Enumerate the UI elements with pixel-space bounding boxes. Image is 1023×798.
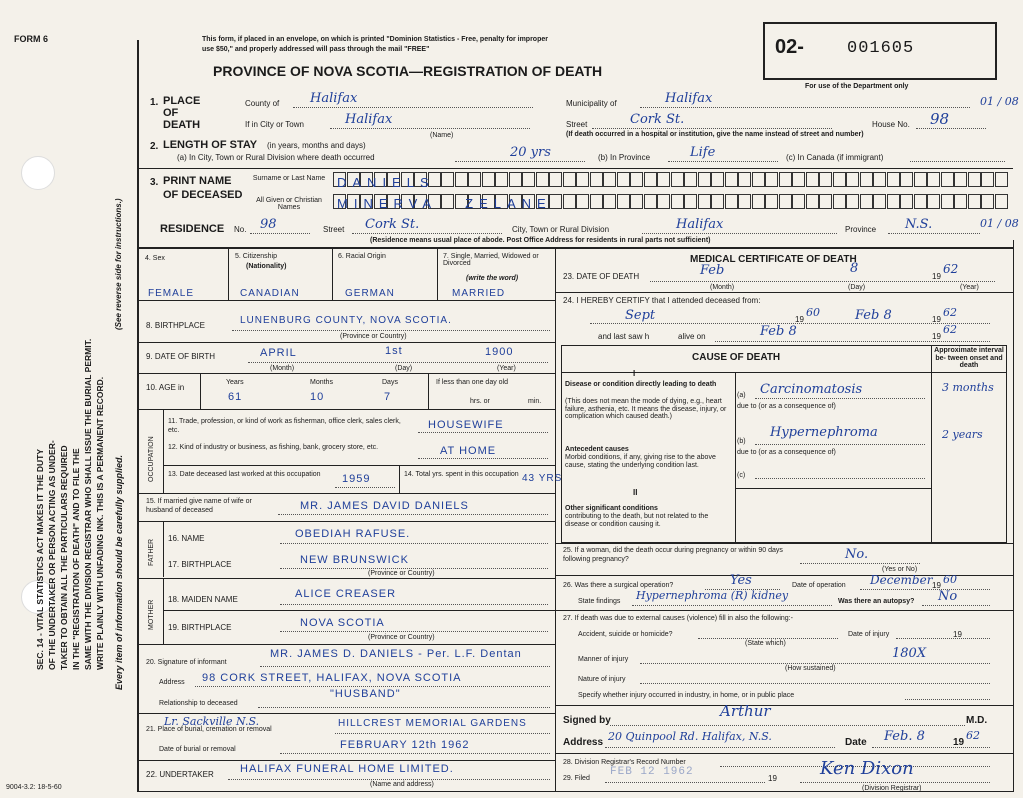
marital-sub: (write the word) bbox=[466, 275, 519, 282]
burial-date-label: Date of burial or removal bbox=[159, 746, 236, 753]
letter-box bbox=[522, 172, 535, 187]
letter-box bbox=[671, 194, 684, 209]
medical-certificate-title: MEDICAL CERTIFICATE OF DEATH bbox=[690, 254, 857, 265]
death-month: Feb bbox=[700, 263, 725, 278]
city-value: Halifax bbox=[345, 112, 393, 127]
accident-label: Accident, suicide or homicide? bbox=[578, 631, 673, 638]
letter-box bbox=[846, 172, 859, 187]
burial-location-note: Lr. Sackville N.S. bbox=[164, 715, 260, 728]
mother-maiden-label: 18. MAIDEN NAME bbox=[168, 595, 238, 604]
reg-number: 001605 bbox=[847, 39, 915, 58]
last-saw-date: Feb 8 bbox=[760, 324, 797, 339]
mother-maiden-value: ALICE CREASER bbox=[295, 588, 397, 600]
letter-box bbox=[711, 172, 724, 187]
father-birthplace-note: (Province or Country) bbox=[368, 570, 435, 577]
autopsy-value: No bbox=[938, 589, 958, 604]
filed-stamp: FEB 12 1962 bbox=[610, 766, 694, 778]
s2-num: 2. bbox=[150, 141, 159, 152]
operation-value: Yes bbox=[730, 573, 752, 588]
letter-box bbox=[725, 194, 738, 209]
part-one-label: I bbox=[633, 369, 636, 378]
operation-year: 60 bbox=[943, 573, 957, 586]
findings-label: State findings bbox=[578, 598, 621, 605]
letter-box bbox=[752, 172, 765, 187]
letter-box bbox=[603, 194, 616, 209]
burial-date-value: FEBRUARY 12th 1962 bbox=[340, 739, 470, 751]
letter-box bbox=[576, 194, 589, 209]
letter-box bbox=[806, 194, 819, 209]
letter-box bbox=[954, 172, 967, 187]
letter-box bbox=[482, 172, 495, 187]
father-side-label: FATHER bbox=[148, 538, 155, 566]
given-value: MINERVA ZELANE bbox=[337, 196, 552, 211]
physician-signature: Arthur bbox=[720, 702, 771, 720]
mother-birthplace-value: NOVA SCOTIA bbox=[300, 617, 385, 629]
letter-box bbox=[900, 172, 913, 187]
nature-label: Nature of injury bbox=[578, 676, 626, 683]
informant-label: 20. Signature of informant bbox=[146, 659, 227, 666]
manner-label: Manner of injury bbox=[578, 656, 629, 663]
letter-box bbox=[617, 172, 630, 187]
dob-year: 1900 bbox=[485, 346, 514, 358]
cause-of-death-title: CAUSE OF DEATH bbox=[692, 352, 781, 363]
last-saw-year: 62 bbox=[943, 323, 957, 336]
dob-day: 1st bbox=[385, 345, 403, 357]
age-hrs-label: hrs. or bbox=[470, 398, 490, 405]
letter-box bbox=[765, 172, 778, 187]
letter-box bbox=[590, 172, 603, 187]
house-label: House No. bbox=[872, 120, 910, 129]
residence-street-label: Street bbox=[323, 225, 345, 234]
s1-label: DEATH bbox=[163, 119, 201, 131]
mother-side-label: MOTHER bbox=[148, 599, 155, 630]
antecedent-label: Antecedent causes bbox=[565, 446, 629, 453]
letter-box bbox=[576, 172, 589, 187]
page-title: PROVINCE OF NOVA SCOTIA—REGISTRATION OF DEATH bbox=[213, 63, 603, 79]
stay-city-label: (a) In City, Town or Rural Division where death occurred bbox=[177, 153, 375, 162]
letter-box bbox=[819, 172, 832, 187]
age-days-label: Days bbox=[382, 379, 398, 386]
industry-value: AT HOME bbox=[440, 445, 497, 457]
undertaker-label: 22. UNDERTAKER bbox=[146, 770, 214, 779]
cause-a-label: (a) bbox=[737, 392, 746, 399]
physician-address: 20 Quinpool Rd. Halifax, N.S. bbox=[608, 730, 772, 743]
age-label: 10. AGE in bbox=[146, 383, 185, 392]
cause-c-label: (c) bbox=[737, 472, 746, 479]
dept-use-note: For use of the Department only bbox=[805, 83, 909, 90]
margin-mark: 01 / 08 bbox=[980, 217, 1019, 230]
letter-box bbox=[779, 194, 792, 209]
s2-label: LENGTH OF STAY bbox=[163, 139, 258, 151]
undertaker-note: (Name and address) bbox=[370, 781, 434, 788]
attended-from: Sept bbox=[625, 308, 656, 323]
attended-to-year: 62 bbox=[943, 306, 957, 319]
house-value: 98 bbox=[930, 110, 950, 128]
registration-number-box bbox=[763, 22, 997, 80]
letter-box bbox=[455, 172, 468, 187]
industry-label: 12. Kind of industry or business, as fishing, bank, grocery store, etc. bbox=[168, 444, 379, 451]
s1-label: PLACE bbox=[163, 95, 201, 107]
letter-box bbox=[752, 194, 765, 209]
registrar-note: (Division Registrar) bbox=[862, 785, 922, 792]
death-year-prefix: 19 bbox=[932, 272, 941, 281]
municipality-value: Halifax bbox=[665, 91, 713, 106]
trade-label: 11. Trade, profession, or kind of work as fisherman, office clerk, sales clerk, etc. bbox=[168, 418, 401, 435]
s3-label: OF DECEASED bbox=[163, 189, 243, 201]
frame-left bbox=[137, 40, 139, 792]
reg-prefix: 02- bbox=[775, 36, 804, 58]
letter-box bbox=[792, 172, 805, 187]
death-month-note: (Month) bbox=[710, 284, 735, 291]
dob-month: APRIL bbox=[260, 347, 297, 359]
years-occupation-value: 43 YRS bbox=[522, 473, 563, 484]
cause-a-interval: 3 months bbox=[942, 381, 994, 394]
letter-box bbox=[563, 194, 576, 209]
letter-box bbox=[441, 172, 454, 187]
hospital-note: (If death occurred in a hospital or institution, give the name instead of street and number) bbox=[566, 131, 864, 138]
interval-label: Approximate interval be- tween onset and death bbox=[934, 347, 1004, 370]
operation-label: 26. Was there a surgical operation? bbox=[563, 582, 674, 589]
operation-date: December bbox=[870, 573, 933, 587]
s2-sub: (in years, months and days) bbox=[267, 141, 366, 150]
county-label: County of bbox=[245, 99, 280, 108]
letter-box bbox=[887, 194, 900, 209]
last-saw-label: and last saw h bbox=[598, 332, 650, 341]
death-year-note: (Year) bbox=[960, 284, 979, 291]
letter-box bbox=[846, 194, 859, 209]
letter-box bbox=[617, 194, 630, 209]
letter-box bbox=[725, 172, 738, 187]
letter-box bbox=[914, 172, 927, 187]
external-causes-label: 27. If death was due to external causes (violence) fill in also the following:- bbox=[563, 615, 793, 622]
letter-box bbox=[657, 194, 670, 209]
racial-origin-value: GERMAN bbox=[345, 288, 395, 299]
city-label: If in City or Town bbox=[245, 120, 304, 129]
residence-label: RESIDENCE bbox=[160, 223, 225, 235]
letter-box bbox=[941, 172, 954, 187]
s3-label: PRINT NAME bbox=[163, 175, 232, 187]
letter-box bbox=[792, 194, 805, 209]
letter-box bbox=[941, 194, 954, 209]
birthplace-value: LUNENBURG COUNTY, NOVA SCOTIA. bbox=[240, 315, 452, 326]
citizenship-sub: (Nationality) bbox=[246, 263, 287, 270]
letter-box bbox=[603, 172, 616, 187]
birthplace-label: 8. BIRTHPLACE bbox=[146, 321, 205, 330]
registrar-signature: Ken Dixon bbox=[820, 758, 914, 779]
last-alive-label: alive on bbox=[678, 332, 706, 341]
letter-box bbox=[887, 172, 900, 187]
marital-value: MARRIED bbox=[452, 288, 506, 299]
letter-box bbox=[630, 172, 643, 187]
which-note: (State which) bbox=[745, 640, 786, 647]
last-worked-label: 13. Date deceased last worked at this occupation bbox=[168, 471, 321, 478]
informant-signature: MR. JAMES D. DANIELS - Per. L.F. Dentan bbox=[270, 648, 522, 660]
letter-box bbox=[995, 172, 1008, 187]
sex-value: FEMALE bbox=[148, 288, 195, 299]
letter-box bbox=[536, 172, 549, 187]
burial-place-label: 21. Place of burial, cremation or removal bbox=[146, 726, 272, 733]
autopsy-label: Was there an autopsy? bbox=[838, 598, 915, 605]
certify-label: 24. I HEREBY CERTIFY that I attended deceased from: bbox=[563, 296, 761, 305]
side-instructions: OF THE UNDERTAKER OR PERSON ACTING AS UNDER- bbox=[47, 440, 57, 670]
dob-day-note: (Day) bbox=[395, 365, 413, 372]
citizenship-label: 5. Citizenship bbox=[235, 253, 278, 260]
age-months: 10 bbox=[310, 391, 325, 403]
last-worked-value: 1959 bbox=[342, 473, 371, 485]
how-note: (How sustained) bbox=[785, 665, 836, 672]
signed-label: Signed by bbox=[563, 715, 611, 726]
disease-label: Disease or condition directly leading to death bbox=[565, 381, 717, 388]
mother-birthplace-note: (Province or Country) bbox=[368, 634, 435, 641]
letter-box bbox=[644, 194, 657, 209]
letter-box bbox=[711, 194, 724, 209]
father-birthplace-label: 17. BIRTHPLACE bbox=[168, 560, 232, 569]
s3-num: 3. bbox=[150, 177, 159, 188]
manner-value: 180X bbox=[892, 646, 927, 661]
occupation-side-label: OCCUPATION bbox=[148, 436, 155, 482]
sex-label: 4. Sex bbox=[145, 255, 165, 262]
birthplace-note: (Province or Country) bbox=[340, 333, 407, 340]
letter-box bbox=[698, 172, 711, 187]
street-value: Cork St. bbox=[630, 112, 685, 127]
stay-canada-label: (c) In Canada (if immigrant) bbox=[786, 153, 884, 162]
cause-b-interval: 2 years bbox=[942, 428, 983, 441]
death-year: 62 bbox=[943, 262, 959, 276]
letter-box bbox=[563, 172, 576, 187]
letter-box bbox=[968, 194, 981, 209]
binder-hole bbox=[21, 156, 55, 190]
attended-from-year: 60 bbox=[806, 306, 820, 319]
other-conditions-note: contributing to the death, but not related to the disease or condition causing it. bbox=[565, 513, 709, 528]
operation-date-label: Date of operation bbox=[792, 582, 846, 589]
pregnancy-label: 25. If a woman, did the death occur during pregnancy or within 90 days following pregnancy? bbox=[563, 547, 783, 564]
residence-city: Halifax bbox=[676, 217, 724, 232]
informant-address-label: Address bbox=[159, 679, 185, 686]
relationship-value: "HUSBAND" bbox=[330, 688, 401, 700]
age-min-label: min. bbox=[528, 398, 542, 405]
death-day-note: (Day) bbox=[848, 284, 866, 291]
top-note: This form, if placed in an envelope, on which is printed "Dominion Statistics - Free, penalty for improper bbox=[202, 36, 548, 43]
top-note: use $50," and properly addressed will pass through the mail "FREE" bbox=[202, 46, 430, 53]
spouse-value: MR. JAMES DAVID DANIELS bbox=[300, 500, 469, 512]
letter-box bbox=[684, 172, 697, 187]
citizenship-value: CANADIAN bbox=[240, 288, 300, 299]
pregnancy-value: No. bbox=[845, 547, 869, 562]
given-label: All Given or Christian Names bbox=[256, 197, 322, 211]
letter-box bbox=[833, 172, 846, 187]
stay-province-value: Life bbox=[690, 145, 716, 160]
letter-box bbox=[495, 172, 508, 187]
father-name-label: 16. NAME bbox=[168, 534, 205, 543]
trade-value: HOUSEWIFE bbox=[428, 419, 504, 431]
side-instructions: WRITE PLAINLY WITH UNFADING INK. THIS IS A PERMANENT RECORD. bbox=[95, 376, 105, 670]
father-birthplace-value: NEW BRUNSWICK bbox=[300, 554, 409, 566]
letter-box bbox=[914, 194, 927, 209]
record-number-label: 28. Division Registrar's Record Number bbox=[563, 759, 686, 766]
form-label: FORM 6 bbox=[14, 34, 49, 44]
injury-year-prefix: 19 bbox=[953, 630, 962, 639]
municipality-label: Municipality of bbox=[566, 99, 617, 108]
letter-box bbox=[765, 194, 778, 209]
stay-province-label: (b) In Province bbox=[598, 153, 651, 162]
injury-date-label: Date of injury bbox=[848, 631, 890, 638]
cert-year: 62 bbox=[966, 729, 980, 742]
letter-box bbox=[873, 172, 886, 187]
other-conditions-label: Other significant conditions bbox=[565, 505, 658, 512]
s1-label: OF bbox=[163, 107, 179, 119]
street-label: Street bbox=[566, 120, 588, 129]
dob-label: 9. DATE OF BIRTH bbox=[146, 352, 216, 361]
racial-origin-label: 6. Racial Origin bbox=[338, 253, 386, 260]
letter-box bbox=[468, 172, 481, 187]
due-to-label: due to (or as a consequence of) bbox=[737, 403, 836, 410]
years-occupation-label: 14. Total yrs. spent in this occupation bbox=[404, 471, 519, 478]
letter-box bbox=[698, 194, 711, 209]
letter-box bbox=[806, 172, 819, 187]
footer-code: 9004-3.2: 18-5-60 bbox=[6, 784, 62, 791]
frame-right bbox=[1013, 240, 1014, 792]
age-years-label: Years bbox=[226, 379, 244, 386]
attended-from-year-prefix: 19 bbox=[795, 315, 804, 324]
letter-box bbox=[860, 172, 873, 187]
letter-box bbox=[968, 172, 981, 187]
side-instructions: SEC. 14 - VITAL STATISTICS ACT MAKES IT THE DUTY bbox=[35, 448, 45, 670]
attended-to-year-prefix: 19 bbox=[932, 315, 941, 324]
letter-box bbox=[738, 172, 751, 187]
disease-note: (This does not mean the mode of dying, e.g., heart failure, asthenia, etc. It means the disease, injury, or complication which caused death.) bbox=[565, 398, 727, 421]
letter-box bbox=[819, 194, 832, 209]
pregnancy-note: (Yes or No) bbox=[882, 566, 918, 573]
age-months-label: Months bbox=[310, 379, 333, 386]
letter-box bbox=[509, 172, 522, 187]
spouse-label: 15. If married give name of wife or husband of deceased bbox=[146, 498, 252, 515]
cause-b-label: (b) bbox=[737, 438, 746, 445]
residence-street: Cork St. bbox=[365, 217, 420, 232]
letter-box bbox=[954, 194, 967, 209]
cause-b-value: Hypernephroma bbox=[770, 425, 878, 440]
filed-label: 29. Filed bbox=[563, 775, 590, 782]
margin-mark: 01 / 08 bbox=[980, 95, 1019, 108]
residence-note: (Residence means usual place of abode. Post Office Address for residents in rural parts not sufficient) bbox=[370, 237, 711, 244]
letter-box bbox=[684, 194, 697, 209]
age-years: 61 bbox=[228, 391, 243, 403]
letter-box bbox=[873, 194, 886, 209]
where-label: Specify whether injury occurred in industry, in home, or in public place bbox=[578, 692, 795, 699]
stay-city-value: 20 yrs bbox=[510, 145, 551, 160]
cert-date-label: Date bbox=[845, 737, 867, 748]
side-instructions: IN THE "REGISTRATION OF DEATH" AND TO FILE THE bbox=[71, 448, 81, 670]
side-instructions: SAME WITH THE DIVISION REGISTRAR WHO SHALL ISSUE THE BURIAL PERMIT. bbox=[83, 338, 93, 670]
findings-value: Hypernephroma (R) kidney bbox=[636, 589, 789, 602]
filed-year-prefix: 19 bbox=[768, 774, 777, 783]
letter-box bbox=[981, 194, 994, 209]
side-note: (See reverse side for instructions.) bbox=[114, 198, 123, 330]
letter-box bbox=[671, 172, 684, 187]
surname-value: DANIELS bbox=[337, 175, 435, 190]
letter-box bbox=[900, 194, 913, 209]
letter-box bbox=[657, 172, 670, 187]
burial-place-value: HILLCREST MEMORIAL GARDENS bbox=[338, 718, 527, 729]
letter-box bbox=[738, 194, 751, 209]
mother-birthplace-label: 19. BIRTHPLACE bbox=[168, 623, 232, 632]
last-saw-year-prefix: 19 bbox=[932, 332, 941, 341]
cert-year-prefix: 19 bbox=[953, 737, 965, 748]
letter-box bbox=[630, 194, 643, 209]
letter-box bbox=[860, 194, 873, 209]
residence-no: 98 bbox=[260, 217, 277, 232]
side-note: Every item of information should be carefully supplied. bbox=[114, 454, 124, 690]
marital-label: 7. Single, Married, Widowed or Divorced bbox=[443, 253, 539, 267]
letter-box bbox=[644, 172, 657, 187]
part-two-label: II bbox=[633, 488, 638, 497]
death-day: 8 bbox=[850, 261, 859, 276]
dob-year-note: (Year) bbox=[497, 365, 516, 372]
side-instructions: TAKER TO OBTAIN ALL THE PARTICULARS REQUIRED bbox=[59, 445, 69, 670]
death-date-label: 23. DATE OF DEATH bbox=[563, 272, 640, 281]
relationship-label: Relationship to deceased bbox=[159, 700, 238, 707]
age-less-label: If less than one day old bbox=[436, 379, 508, 386]
surname-label: Surname or Last Name bbox=[252, 175, 326, 182]
residence-city-label: City, Town or Rural Division bbox=[512, 225, 610, 234]
age-days: 7 bbox=[384, 391, 392, 403]
md-label: M.D. bbox=[966, 715, 988, 726]
due-to-label: due to (or as a consequence of) bbox=[737, 449, 836, 456]
residence-no-label: No. bbox=[234, 225, 247, 234]
county-value: Halifax bbox=[310, 91, 358, 106]
undertaker-value: HALIFAX FUNERAL HOME LIMITED. bbox=[240, 763, 454, 775]
dob-month-note: (Month) bbox=[270, 365, 295, 372]
residence-province: N.S. bbox=[905, 217, 933, 232]
antecedent-note: Morbid conditions, if any, giving rise to the above cause, stating the underlying condition last. bbox=[565, 454, 716, 469]
letter-box bbox=[995, 194, 1008, 209]
letter-box bbox=[833, 194, 846, 209]
letter-box bbox=[981, 172, 994, 187]
cause-a-value: Carcinomatosis bbox=[760, 382, 863, 397]
name-note: (Name) bbox=[430, 132, 454, 139]
physician-address-label: Address bbox=[563, 737, 604, 748]
letter-box bbox=[927, 194, 940, 209]
s1-num: 1. bbox=[150, 97, 159, 108]
letter-box bbox=[549, 172, 562, 187]
cert-date: Feb. 8 bbox=[884, 729, 925, 744]
attended-to: Feb 8 bbox=[855, 308, 892, 323]
letter-box bbox=[927, 172, 940, 187]
letter-box bbox=[590, 194, 603, 209]
operation-year-prefix: 19 bbox=[932, 581, 941, 590]
letter-box bbox=[779, 172, 792, 187]
informant-address-value: 98 CORK STREET, HALIFAX, NOVA SCOTIA bbox=[202, 672, 462, 684]
residence-province-label: Province bbox=[845, 225, 877, 234]
father-name-value: OBEDIAH RAFUSE. bbox=[295, 528, 411, 540]
